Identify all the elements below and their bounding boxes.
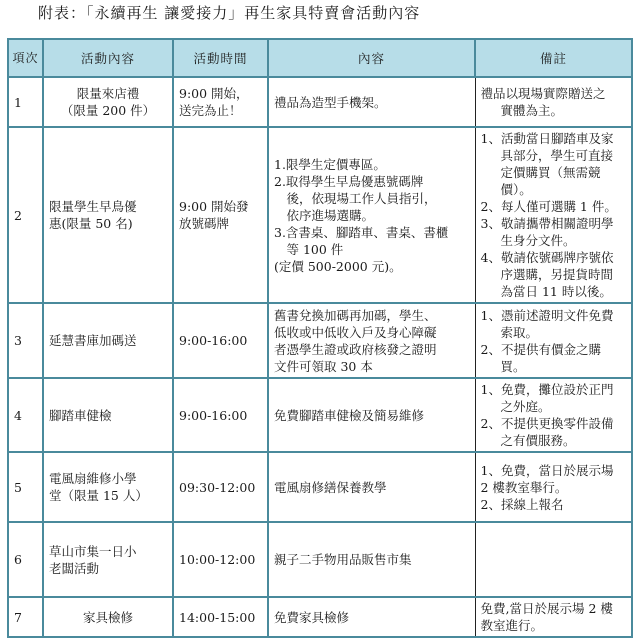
cell-time: 9:00-16:00	[173, 303, 268, 378]
cell-note: 1、活動當日腳踏車及家 具部分，學生可直接 定價購買（無需競 價）。 2、每人僅可選購 1 件。 3、敬請攜帶相關證明學 生身分文件。 4、敬請依號碼牌序號依 序選購，另提貨時間 為當日 11 時以後。	[475, 127, 632, 303]
cell-activity: 家具檢修	[43, 597, 173, 637]
cell-no: 2	[8, 127, 43, 303]
cell-no: 6	[8, 522, 43, 597]
document-title: 附表：「永續再生 讓愛接力」再生家具特賣會活動內容	[38, 4, 421, 22]
cell-content: 免費家具檢修	[268, 597, 475, 637]
cell-time: 10:00-12:00	[173, 522, 268, 597]
cell-content: 免費腳踏車健檢及簡易維修	[268, 378, 475, 452]
cell-activity: 電風扇維修小學 堂（限量 15 人）	[43, 452, 173, 522]
cell-note: 1、免費，當日於展示場 2 樓教室舉行。 2、採線上報名	[475, 452, 632, 522]
cell-note: 1、免費，攤位設於正門 之外庭。 2、不提供更換零件設備 之有價服務。	[475, 378, 632, 452]
cell-content: 禮品為造型手機架。	[268, 77, 475, 127]
cell-content: 舊書兌換加碼再加碼，學生、 低收或中低收入戶及身心障礙 者憑學生證或政府核發之證明 文件可領取 30 本	[268, 303, 475, 378]
cell-note	[475, 522, 632, 597]
cell-note: 免費,當日於展示場 2 樓 教室進行。	[475, 597, 632, 637]
activity-table	[7, 38, 633, 638]
cell-activity: 限量來店禮 （限量 200 件）	[43, 77, 173, 127]
table-row	[8, 597, 632, 637]
cell-activity: 延慧書庫加碼送	[43, 303, 173, 378]
cell-activity: 草山市集一日小 老闆活動	[43, 522, 173, 597]
table-row	[8, 452, 632, 522]
cell-no: 5	[8, 452, 43, 522]
cell-time: 09:30-12:00	[173, 452, 268, 522]
table-row	[8, 77, 632, 127]
header-time: 活動時間	[173, 39, 268, 77]
cell-activity: 限量學生早鳥優 惠(限量 50 名)	[43, 127, 173, 303]
header-activity: 活動內容	[43, 39, 173, 77]
table-header-row	[8, 39, 632, 77]
cell-time: 9:00-16:00	[173, 378, 268, 452]
table-row	[8, 522, 632, 597]
cell-note: 禮品以現場實際贈送之 實體為主。	[475, 77, 632, 127]
cell-time: 9:00 開始， 送完為止！	[173, 77, 268, 127]
cell-content: 親子二手物用品販售市集	[268, 522, 475, 597]
cell-no: 1	[8, 77, 43, 127]
header-no: 項次	[8, 39, 43, 77]
header-content: 內容	[268, 39, 475, 77]
table-row	[8, 127, 632, 303]
cell-no: 7	[8, 597, 43, 637]
cell-note: 1、憑前述證明文件免費 索取。 2、不提供有價金之購 買。	[475, 303, 632, 378]
cell-activity: 腳踏車健檢	[43, 378, 173, 452]
cell-no: 3	[8, 303, 43, 378]
cell-time: 9:00 開始發 放號碼牌	[173, 127, 268, 303]
cell-no: 4	[8, 378, 43, 452]
cell-content: 1.限學生定價專區。 2.取得學生早鳥優惠號碼牌 後，依現場工作人員指引， 依序進場選購。 3.含書桌、腳踏車、書桌、書櫃 等 100 件 (定價 500-2000 元)。	[268, 127, 475, 303]
table-row	[8, 378, 632, 452]
header-note: 備註	[475, 39, 632, 77]
cell-content: 電風扇修繕保養教學	[268, 452, 475, 522]
table-row	[8, 303, 632, 378]
cell-time: 14:00-15:00	[173, 597, 268, 637]
